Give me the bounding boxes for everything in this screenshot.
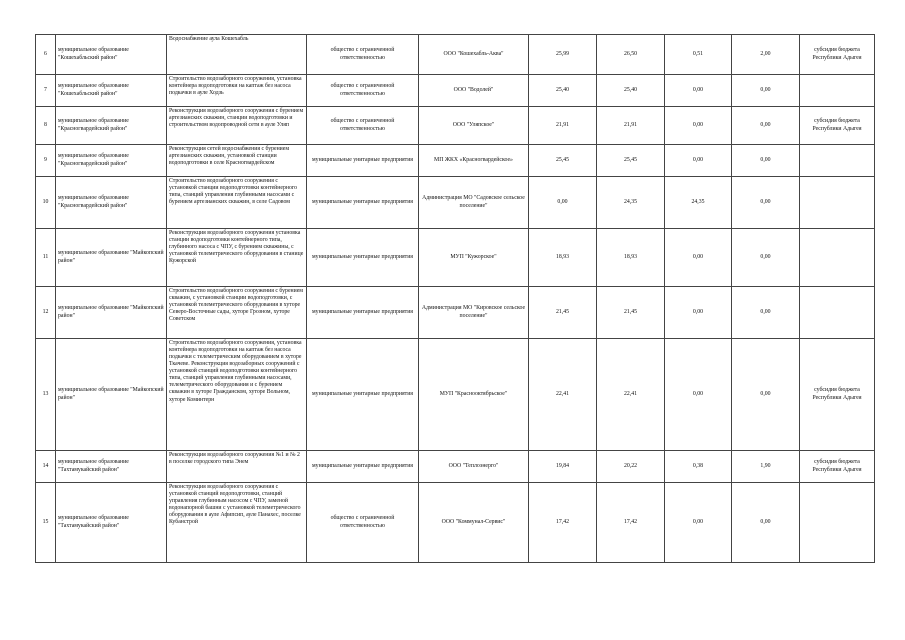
table-row <box>36 177 875 229</box>
municipality-cell: муниципальное образование "Кошехабльский район" <box>56 75 167 107</box>
row-number: 8 <box>36 107 56 145</box>
value-cell-4: 0,00 <box>732 177 800 229</box>
value-cell-4: 2,00 <box>732 35 800 75</box>
value-cell-3: 0,00 <box>665 287 732 339</box>
municipality-cell: муниципальное образование "Красногвардейский район" <box>56 107 167 145</box>
table-body <box>36 35 875 563</box>
value-cell-2: 26,50 <box>597 35 665 75</box>
project-description-cell: Водоснабжение аула Кошехабль <box>167 35 307 75</box>
operator-cell: ООО "Теплоэнерго" <box>419 451 529 483</box>
value-cell-4: 0,00 <box>732 229 800 287</box>
operator-cell: МП ЖКХ «Красногвардейское» <box>419 145 529 177</box>
operator-cell: МУП "Кужорское" <box>419 229 529 287</box>
project-description-cell: Строительство водозаборного сооружения с бурением скважин, с установкой станции водоподготовки, с установкой телеметрического оборудования в хуторе Северо-Восточные сады, хуторе Грозном, хуторе Советском <box>167 287 307 339</box>
value-cell-4: 0,00 <box>732 107 800 145</box>
org-form-cell: муниципальные унитарные предприятия <box>307 177 419 229</box>
funding-note-cell <box>800 145 875 177</box>
row-number: 11 <box>36 229 56 287</box>
funding-note-cell <box>800 177 875 229</box>
operator-cell: МУП "Краснооктябрьское" <box>419 339 529 451</box>
project-description-cell: Реконструкция водозаборного сооружения с бурением артезианских скважин, станции водоподготовки и строительством водопроводной сети в ауле Уляп <box>167 107 307 145</box>
value-cell-2: 20,22 <box>597 451 665 483</box>
value-cell-1: 25,99 <box>529 35 597 75</box>
org-form-cell: муниципальные унитарные предприятия <box>307 451 419 483</box>
org-form-cell: муниципальные унитарные предприятия <box>307 339 419 451</box>
table-row <box>36 35 875 75</box>
row-number: 13 <box>36 339 56 451</box>
org-form-cell: муниципальные унитарные предприятия <box>307 145 419 177</box>
project-description-cell: Реконструкция водозаборного сооружения №1 и № 2 в поселке городского типа Энем <box>167 451 307 483</box>
table-row <box>36 229 875 287</box>
municipality-cell: муниципальное образование "Майкопский район" <box>56 339 167 451</box>
value-cell-1: 17,42 <box>529 483 597 563</box>
value-cell-1: 25,40 <box>529 75 597 107</box>
investment-table <box>35 34 875 563</box>
table-row <box>36 483 875 563</box>
municipality-cell: муниципальное образование "Майкопский район" <box>56 287 167 339</box>
operator-cell: ООО "Уляпское" <box>419 107 529 145</box>
table-row <box>36 339 875 451</box>
operator-cell: ООО "Кошехабль-Аква" <box>419 35 529 75</box>
municipality-cell: муниципальное образование "Тахтамукайский район" <box>56 451 167 483</box>
project-description-cell: Строительство водозаборного сооружения с установкой станции водоподготовки контейнерного типа, станций управления глубинными насосами с бурением артезианских скважин, в селе Садовом <box>167 177 307 229</box>
row-number: 12 <box>36 287 56 339</box>
value-cell-2: 21,91 <box>597 107 665 145</box>
value-cell-2: 25,40 <box>597 75 665 107</box>
row-number: 7 <box>36 75 56 107</box>
value-cell-4: 1,90 <box>732 451 800 483</box>
project-description-cell: Строительство водозаборного сооружения, установка контейнера водоподготовки на каптаж без насоса подкачки с телеметрическим оборудованием в хуторе Ткачеве. Реконструкция водозаборных сооружений с установкой станций водоподготовки контейнерного типа, станций управления глубинными насосами, телеметрического оборудования и с бурением скважин в хуторе Гражданском, хуторе Вольном, хуторе Коминтерн <box>167 339 307 451</box>
value-cell-3: 0,00 <box>665 145 732 177</box>
value-cell-2: 25,45 <box>597 145 665 177</box>
org-form-cell: муниципальные унитарные предприятия <box>307 287 419 339</box>
funding-note-cell: субсидия бюджета Республики Адыгея <box>800 35 875 75</box>
org-form-cell: общество с ограниченной ответственностью <box>307 35 419 75</box>
value-cell-3: 0,00 <box>665 107 732 145</box>
table-row <box>36 287 875 339</box>
project-description-cell: Реконструкция водозаборного сооружения с установкой станций водоподготовки, станций управления глубинным насосом с ЧПУ, заменой водонапорной башни с установкой телеметрического оборудования в ауле Афипсип, ауле Панахес, поселке Кубанстрой <box>167 483 307 563</box>
municipality-cell: муниципальное образование "Тахтамукайский район" <box>56 483 167 563</box>
funding-note-cell: субсидия бюджета Республики Адыгея <box>800 107 875 145</box>
municipality-cell: муниципальное образование "Кошехабльский район" <box>56 35 167 75</box>
value-cell-1: 22,41 <box>529 339 597 451</box>
table-row <box>36 107 875 145</box>
row-number: 10 <box>36 177 56 229</box>
value-cell-3: 0,51 <box>665 35 732 75</box>
value-cell-3: 0,00 <box>665 339 732 451</box>
org-form-cell: общество с ограниченной ответственностью <box>307 483 419 563</box>
value-cell-3: 0,00 <box>665 483 732 563</box>
funding-note-cell: субсидия бюджета Республики Адыгея <box>800 451 875 483</box>
value-cell-4: 0,00 <box>732 287 800 339</box>
value-cell-2: 21,45 <box>597 287 665 339</box>
value-cell-2: 17,42 <box>597 483 665 563</box>
row-number: 14 <box>36 451 56 483</box>
funding-note-cell <box>800 75 875 107</box>
table-row <box>36 75 875 107</box>
funding-note-cell <box>800 483 875 563</box>
value-cell-1: 25,45 <box>529 145 597 177</box>
municipality-cell: муниципальное образование "Майкопский район" <box>56 229 167 287</box>
row-number: 6 <box>36 35 56 75</box>
value-cell-2: 24,35 <box>597 177 665 229</box>
value-cell-1: 19,84 <box>529 451 597 483</box>
value-cell-1: 21,45 <box>529 287 597 339</box>
municipality-cell: муниципальное образование "Красногвардейский район" <box>56 177 167 229</box>
org-form-cell: общество с ограниченной ответственностью <box>307 75 419 107</box>
operator-cell: ООО "Водолей" <box>419 75 529 107</box>
row-number: 15 <box>36 483 56 563</box>
value-cell-3: 24,35 <box>665 177 732 229</box>
funding-note-cell <box>800 287 875 339</box>
value-cell-4: 0,00 <box>732 145 800 177</box>
value-cell-4: 0,00 <box>732 75 800 107</box>
value-cell-1: 21,91 <box>529 107 597 145</box>
project-description-cell: Строительство водозаборного сооружения, установка контейнера водоподготовки на каптаж без насоса подкачки в ауле Ходзь <box>167 75 307 107</box>
org-form-cell: муниципальные унитарные предприятия <box>307 229 419 287</box>
table-row <box>36 451 875 483</box>
value-cell-3: 0,00 <box>665 229 732 287</box>
value-cell-4: 0,00 <box>732 483 800 563</box>
operator-cell: Администрация МО "Садовское сельское поселение" <box>419 177 529 229</box>
value-cell-2: 18,93 <box>597 229 665 287</box>
value-cell-1: 18,93 <box>529 229 597 287</box>
value-cell-4: 0,00 <box>732 339 800 451</box>
project-description-cell: Реконструкция водозаборного сооружения установка станции водоподготовки контейнерного типа, глубинного насоса с ЧПУ, с бурением скважины, с установкой телеметрического оборудования в станице Кужорской <box>167 229 307 287</box>
row-number: 9 <box>36 145 56 177</box>
table-row <box>36 145 875 177</box>
funding-note-cell: субсидия бюджета Республики Адыгея <box>800 339 875 451</box>
value-cell-3: 0,38 <box>665 451 732 483</box>
operator-cell: ООО "Коммунал-Сервис" <box>419 483 529 563</box>
municipality-cell: муниципальное образование "Красногвардейский район" <box>56 145 167 177</box>
org-form-cell: общество с ограниченной ответственностью <box>307 107 419 145</box>
value-cell-2: 22,41 <box>597 339 665 451</box>
value-cell-3: 0,00 <box>665 75 732 107</box>
funding-note-cell <box>800 229 875 287</box>
value-cell-1: 0,00 <box>529 177 597 229</box>
project-description-cell: Реконструкция сетей водоснабжения с бурением артезианских скважин, установкой станции водоподготовки в селе Красногвардейском <box>167 145 307 177</box>
operator-cell: Администрация МО "Кировское сельское поселение" <box>419 287 529 339</box>
